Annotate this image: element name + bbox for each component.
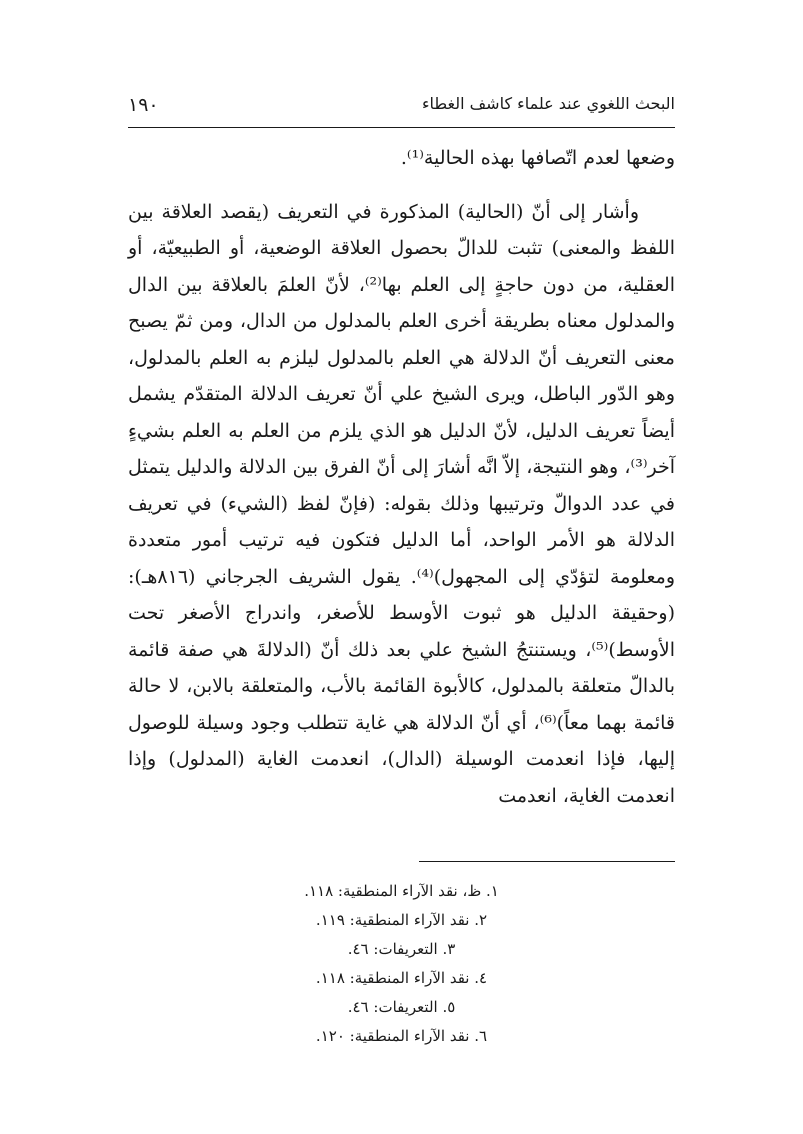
footnote-item: ٦. نقد الآراء المنطقية: ١٢٠. — [315, 1027, 488, 1045]
header-rule — [128, 127, 675, 128]
footnote-item: ٥. التعريفات: ٤٦. — [347, 998, 456, 1016]
paragraph-2: وأشار إلى أنّ (الحالية) المذكورة في التعريف (يقصد العلاقة بين اللفظ والمعنى) تثبت للدالّ بحصول العلاقة الوضعية، أو الطبيعيّة، أو العقلية، من دون حاجةٍ إلى العلم بها⁽²⁾، لأنّ العلمَ بالعلاقة بين الدال والمدلول معناه بطريقة أخرى العلم بالمدلول من الدال، ومن ثمّ يصبح معنى التعريف أنّ الدلالة هي العلم بالمدلول ليلزم به العلم بالمدلول، وهو الدّور الباطل، ويرى الشيخ علي أنّ تعريف الدلالة المتقدّم يشمل أيضاً تعريف الدليل، لأنّ الدليل هو الذي يلزم من العلم به العلم بشيءٍ آخر⁽³⁾، وهو النتيجة، إلاّ انَّه أشارَ إلى أنّ الفرق بين الدلالة والدليل يتمثل في عدد الدوالّ وترتيبها وذلك بقوله: (فإنّ لفظ (الشيء) في تعريف الدلالة هو الأمر الواحد، أما الدليل فتكون فيه ترتيب أمور متعددة ومعلومة لتؤدّي إلى المجهول)⁽⁴⁾. يقول الشريف الجرجاني (٨١٦هـ): (وحقيقة الدليل هو ثبوت الأوسط للأصغر، واندراج الأصغر تحت الأوسط)⁽⁵⁾، ويستنتجُ الشيخ علي بعد ذلك أنّ (الدلالةَ هي صفة قائمة بالدالّ متعلقة بالمدلول، كالأبوة القائمة بالأب، والمتعلقة بالابن، لا حالة قائمة بهما معاً)⁽⁶⁾، أي أنّ الدلالة هي غاية تتطلب وجود وسيلة للوصول إليها، فإذا انعدمت الوسيلة (الدال)، انعدمت الغاية (المدلول) وإذا انعدمت الغاية، انعدمت — [128, 200, 676, 807]
footnote-item: ٢. نقد الآراء المنطقية: ١١٩. — [315, 911, 488, 929]
paragraph-1: وضعها لعدم اتّصافها بهذه الحالية⁽¹⁾. — [400, 147, 675, 169]
footnote-item: ٣. التعريفات: ٤٦. — [347, 940, 456, 958]
running-header-title: البحث اللغوي عند علماء كاشف الغطاء — [421, 94, 675, 113]
footnotes-list — [128, 877, 675, 1051]
footnote-separator — [419, 861, 675, 862]
footnote-item: ٤. نقد الآراء المنطقية: ١١٨. — [315, 969, 488, 987]
running-header — [128, 94, 675, 124]
body-text — [128, 140, 675, 814]
page-number: ١٩٠ — [128, 94, 159, 116]
footnote-item: ١. ظ، نقد الآراء المنطقية: ١١٨. — [304, 882, 499, 900]
